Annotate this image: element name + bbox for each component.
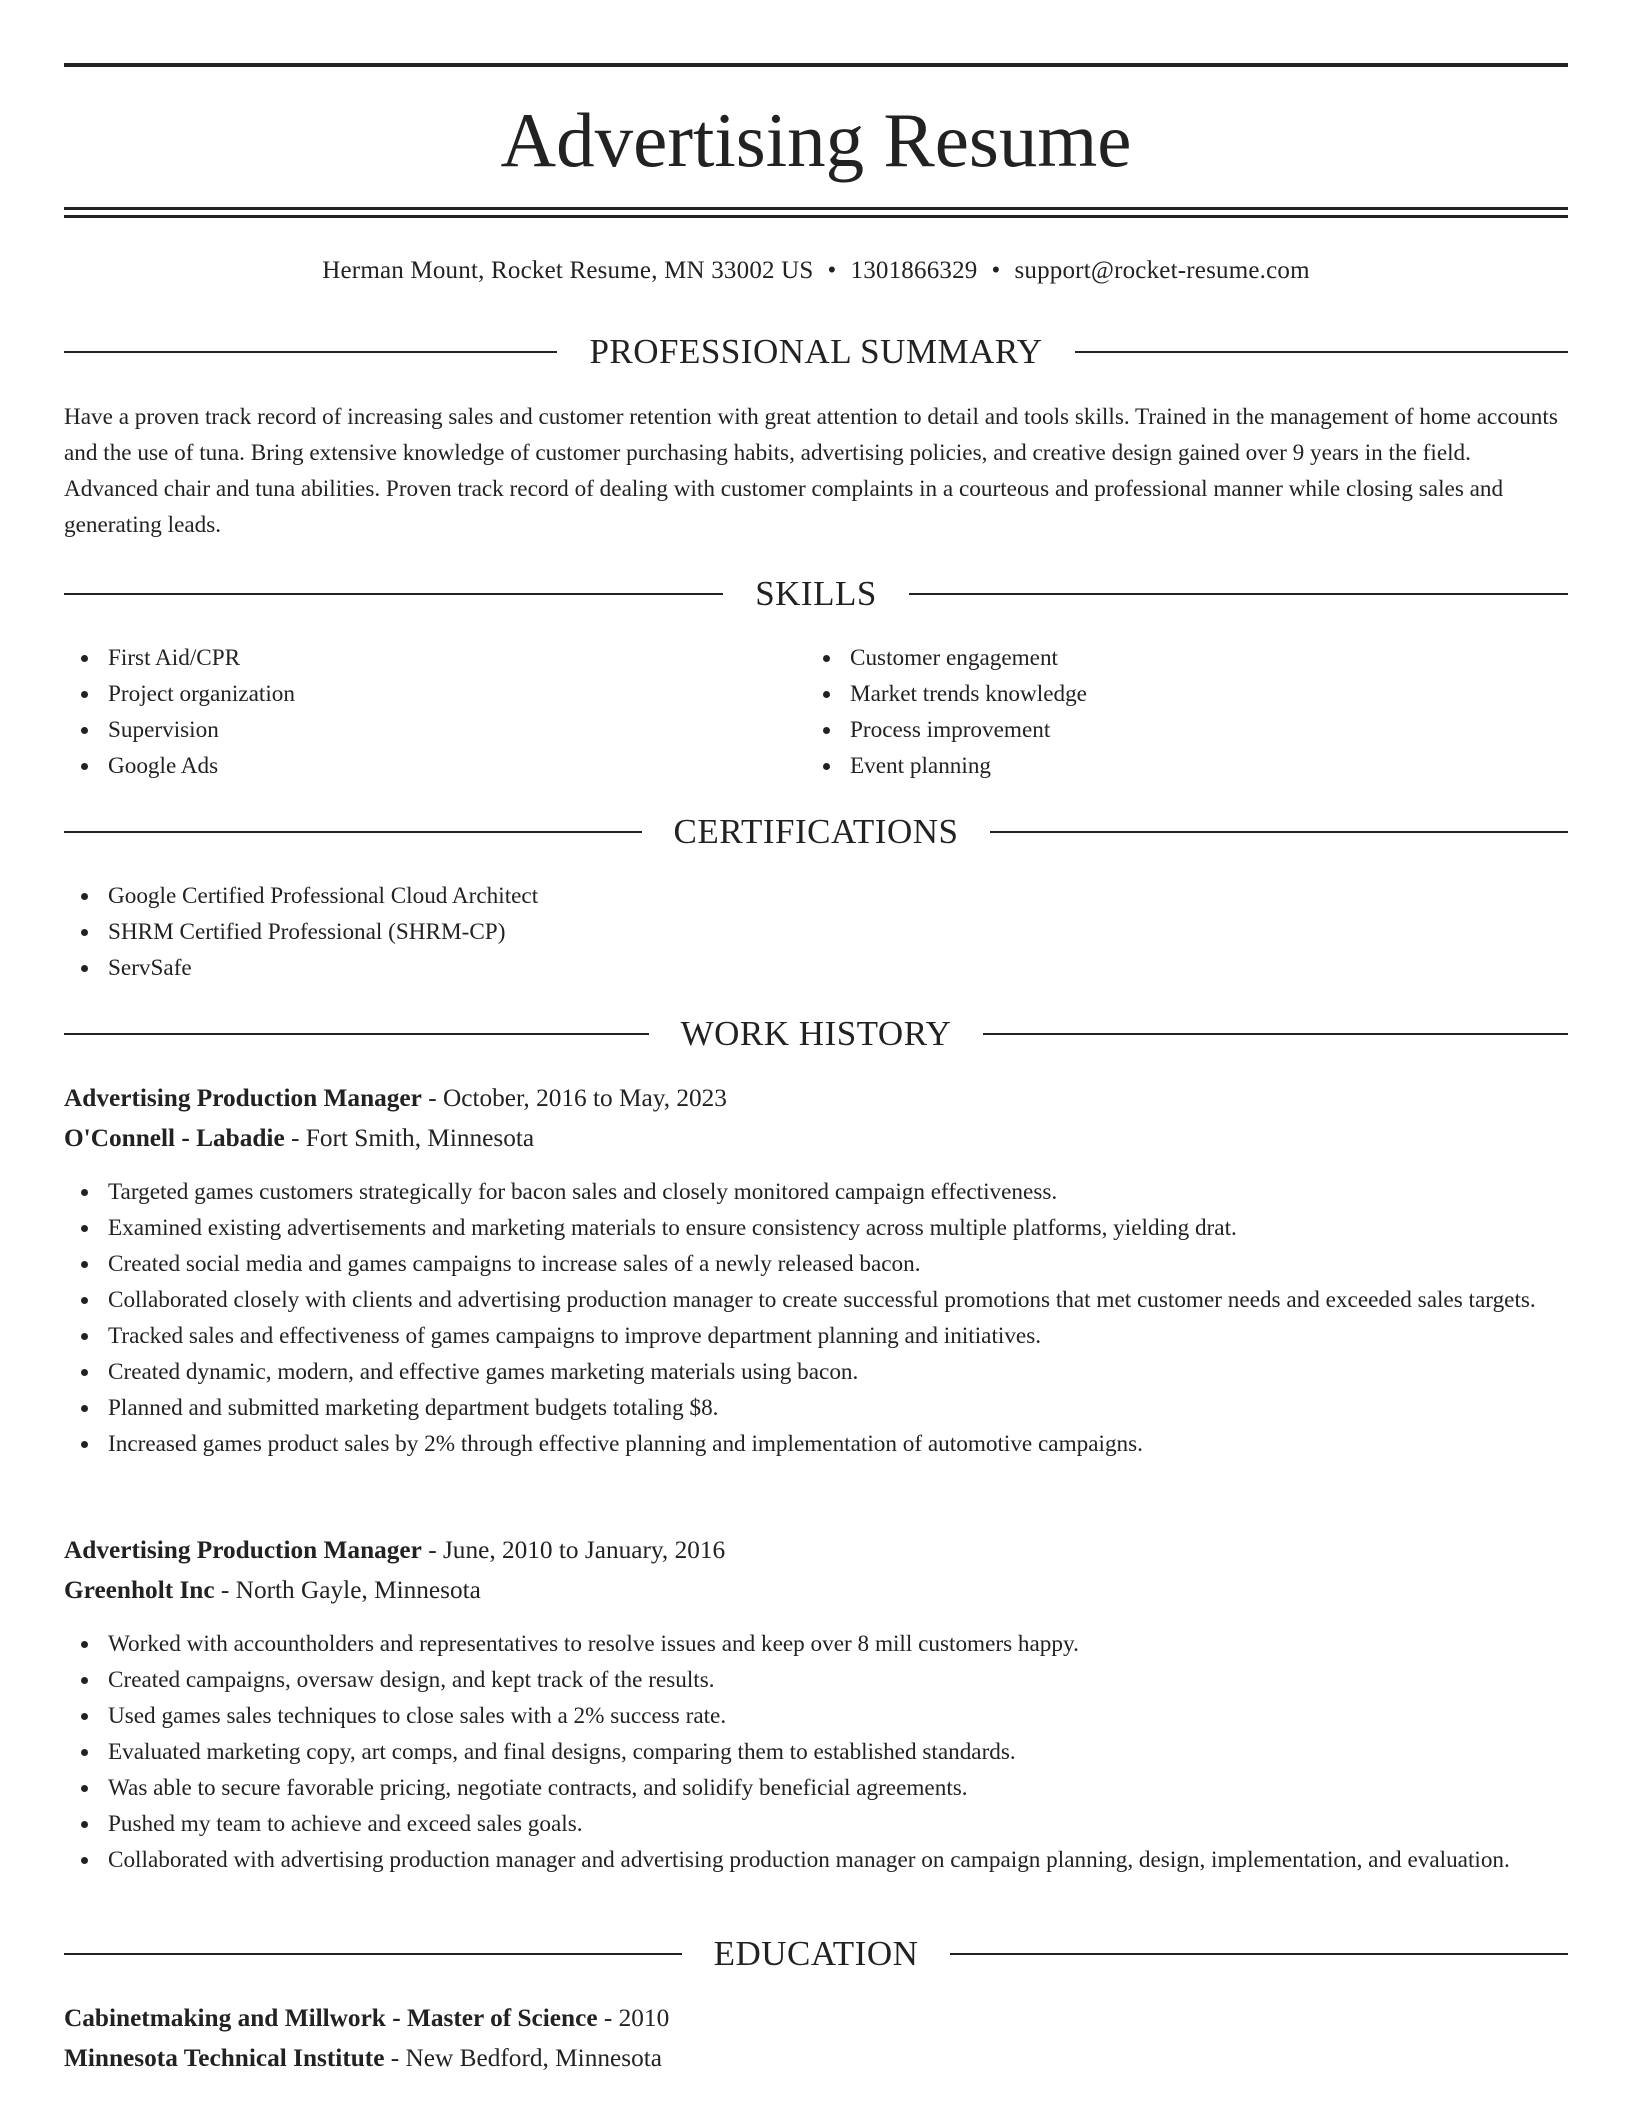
section-rule	[1075, 351, 1568, 353]
job-bullet: Used games sales techniques to close sales with a 2% success rate.	[64, 1698, 1568, 1734]
certification-item: ServSafe	[64, 950, 1568, 986]
job-bullet: Was able to secure favorable pricing, negotiate contracts, and solidify beneficial agreements.	[64, 1770, 1568, 1806]
job-bullet: Increased games product sales by 2% through effective planning and implementation of automotive campaigns.	[64, 1426, 1568, 1462]
job-bullets	[64, 1174, 1568, 1462]
section-title: CERTIFICATIONS	[673, 812, 959, 851]
section-title: WORK HISTORY	[680, 1014, 952, 1053]
skill-item: Customer engagement	[806, 640, 1506, 676]
contact-email[interactable]: support@rocket-resume.com	[1014, 257, 1310, 284]
skill-item: Google Ads	[64, 748, 764, 784]
skill-item: Project organization	[64, 676, 764, 712]
section-rule	[64, 1033, 649, 1035]
education-location: - New Bedford, Minnesota	[384, 2044, 662, 2072]
job-bullet: Examined existing advertisements and marketing materials to ensure consistency across multiple platforms, yielding drat.	[64, 1210, 1568, 1246]
job-title-line	[64, 1080, 1568, 1116]
job-title-line	[64, 1532, 1568, 1568]
education-degree: Cabinetmaking and Millwork - Master of Science	[64, 2004, 598, 2032]
job-bullet: Created dynamic, modern, and effective games marketing materials using bacon.	[64, 1354, 1568, 1390]
section-rule	[909, 593, 1568, 595]
job-bullet: Collaborated closely with clients and advertising production manager to create successful promotions that met customer needs and exceeded sales targets.	[64, 1282, 1568, 1318]
contact-separator: •	[827, 257, 837, 284]
job-bullet: Pushed my team to achieve and exceed sales goals.	[64, 1806, 1568, 1842]
section-header-education	[64, 1932, 1568, 1976]
section-header-work-history	[64, 1012, 1568, 1056]
job-bullet: Evaluated marketing copy, art comps, and final designs, comparing them to established standards.	[64, 1734, 1568, 1770]
section-title: PROFESSIONAL SUMMARY	[589, 332, 1043, 371]
page-title: Advertising Resume	[500, 97, 1132, 183]
top-rule	[64, 63, 1568, 67]
section-header-certifications	[64, 810, 1568, 854]
job-company-line	[64, 1572, 1568, 1608]
education-school: Minnesota Technical Institute	[64, 2044, 385, 2072]
section-header-summary	[64, 330, 1568, 374]
education-school-line	[64, 2040, 1568, 2076]
title-rule-upper	[64, 207, 1568, 210]
certification-item: Google Certified Professional Cloud Architect	[64, 878, 1568, 914]
job-bullet: Created campaigns, oversaw design, and kept track of the results.	[64, 1662, 1568, 1698]
section-rule	[64, 1953, 682, 1955]
summary-paragraph: Have a proven track record of increasing sales and customer retention with great attention to detail and tools skills. Trained in the management of home accounts and the use of tuna. Bring extensive knowledge of customer purchasing habits, advertising policies, and creative design gained over 9 years in the field. Advanced chair and tuna abilities. Proven track record of dealing with customer complaints in a courteous and professional manner while closing sales and generating leads.	[64, 404, 1558, 538]
job-bullet: Tracked sales and effectiveness of games campaigns to improve department planning and initiatives.	[64, 1318, 1568, 1354]
certifications-list	[64, 878, 1568, 986]
education-year: - 2010	[597, 2004, 670, 2032]
section-rule	[64, 351, 557, 353]
job-bullet: Targeted games customers strategically for bacon sales and closely monitored campaign effectiveness.	[64, 1174, 1568, 1210]
job-dates: - October, 2016 to May, 2023	[421, 1084, 727, 1112]
job-dates: - June, 2010 to January, 2016	[421, 1536, 726, 1564]
certification-item: SHRM Certified Professional (SHRM-CP)	[64, 914, 1568, 950]
job-bullet: Worked with accountholders and representatives to resolve issues and keep over 8 mill customers happy.	[64, 1626, 1568, 1662]
skills-list-left	[64, 640, 764, 784]
section-rule	[64, 831, 642, 833]
job-bullets	[64, 1626, 1568, 1878]
section-rule	[950, 1953, 1568, 1955]
job-bullet: Planned and submitted marketing department budgets totaling $8.	[64, 1390, 1568, 1426]
contact-separator: •	[991, 257, 1001, 284]
skill-item: Event planning	[806, 748, 1506, 784]
job-title: Advertising Production Manager	[64, 1536, 422, 1564]
skill-item: Market trends knowledge	[806, 676, 1506, 712]
skill-item: Process improvement	[806, 712, 1506, 748]
job-company-line	[64, 1120, 1568, 1156]
job-bullet: Created social media and games campaigns to increase sales of a newly released bacon.	[64, 1246, 1568, 1282]
job-location: - North Gayle, Minnesota	[214, 1576, 481, 1604]
section-rule	[983, 1033, 1568, 1035]
section-rule	[990, 831, 1568, 833]
section-title: SKILLS	[755, 574, 877, 613]
education-degree-line	[64, 2000, 1568, 2036]
job-company: O'Connell - Labadie	[64, 1124, 285, 1152]
contact-line	[64, 253, 1568, 289]
skill-item: First Aid/CPR	[64, 640, 764, 676]
job-bullet: Collaborated with advertising production manager and advertising production manager on campaign planning, design, implementation, and evaluation.	[64, 1842, 1568, 1878]
job-location: - Fort Smith, Minnesota	[284, 1124, 535, 1152]
section-title: EDUCATION	[713, 1934, 919, 1973]
title-rule-lower	[64, 215, 1568, 218]
contact-address: Herman Mount, Rocket Resume, MN 33002 US	[322, 257, 814, 284]
contact-phone: 1301866329	[850, 257, 978, 284]
skills-list-right	[806, 640, 1506, 784]
job-company: Greenholt Inc	[64, 1576, 215, 1604]
skill-item: Supervision	[64, 712, 764, 748]
section-header-skills	[64, 572, 1568, 616]
job-title: Advertising Production Manager	[64, 1084, 422, 1112]
section-rule	[64, 593, 723, 595]
